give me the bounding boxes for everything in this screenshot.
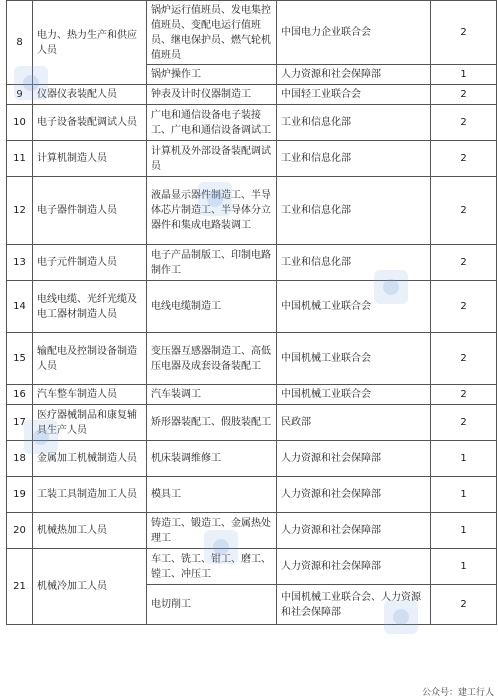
level-cell: 2 — [431, 105, 497, 141]
authority-cell: 人力资源和社会保障部 — [277, 441, 431, 477]
authority-cell: 人力资源和社会保障部 — [277, 65, 431, 85]
category-cell: 医疗器械制品和康复辅具生产人员 — [33, 405, 147, 441]
category-cell: 机械冷加工人员 — [33, 549, 147, 625]
category-cell: 电线电缆、光纤光缆及电工器材制造人员 — [33, 281, 147, 333]
table-row — [7, 385, 497, 405]
authority-cell: 人力资源和社会保障部 — [277, 513, 431, 549]
row-number-cell: 13 — [7, 245, 33, 281]
category-cell: 计算机制造人员 — [33, 141, 147, 177]
level-cell: 1 — [431, 441, 497, 477]
occupation-cell: 车工、铣工、钳工、磨工、镗工、冲压工 — [147, 549, 277, 585]
table-row — [7, 141, 497, 177]
occupation-cell: 汽车装调工 — [147, 385, 277, 405]
table-row — [7, 441, 497, 477]
authority-cell: 工业和信息化部 — [277, 105, 431, 141]
authority-cell: 工业和信息化部 — [277, 177, 431, 245]
occupation-cell: 电子产品制版工、印制电路制作工 — [147, 245, 277, 281]
category-cell: 工装工具制造加工人员 — [33, 477, 147, 513]
row-number-cell: 14 — [7, 281, 33, 333]
level-cell: 2 — [431, 385, 497, 405]
category-cell: 电子元件制造人员 — [33, 245, 147, 281]
table-row — [7, 85, 497, 105]
level-cell: 2 — [431, 141, 497, 177]
row-number-cell: 9 — [7, 85, 33, 105]
authority-cell: 中国电力企业联合会 — [277, 1, 431, 65]
level-cell: 2 — [431, 405, 497, 441]
occupation-cell: 电线电缆制造工 — [147, 281, 277, 333]
level-cell: 1 — [431, 513, 497, 549]
level-cell: 2 — [431, 85, 497, 105]
level-cell: 1 — [431, 549, 497, 585]
occupation-table — [6, 0, 497, 625]
category-cell: 机械热加工人员 — [33, 513, 147, 549]
table-row — [7, 1, 497, 65]
authority-cell: 工业和信息化部 — [277, 141, 431, 177]
row-number-cell: 10 — [7, 105, 33, 141]
level-cell: 2 — [431, 177, 497, 245]
table-row — [7, 477, 497, 513]
level-cell: 1 — [431, 65, 497, 85]
table-row — [7, 549, 497, 585]
row-number-cell: 15 — [7, 333, 33, 385]
level-cell: 2 — [431, 585, 497, 625]
occupation-cell: 矫形器装配工、假肢装配工 — [147, 405, 277, 441]
category-cell: 金属加工机械制造人员 — [33, 441, 147, 477]
row-number-cell: 18 — [7, 441, 33, 477]
occupation-cell: 电切削工 — [147, 585, 277, 625]
authority-cell: 中国轻工业联合会 — [277, 85, 431, 105]
occupation-cell: 锅炉操作工 — [147, 65, 277, 85]
table-row — [7, 333, 497, 385]
table-row — [7, 513, 497, 549]
category-cell: 电子器件制造人员 — [33, 177, 147, 245]
row-number-cell: 8 — [7, 1, 33, 85]
authority-cell: 人力资源和社会保障部 — [277, 549, 431, 585]
table-row — [7, 281, 497, 333]
authority-cell: 中国机械工业联合会 — [277, 281, 431, 333]
authority-cell: 中国机械工业联合会 — [277, 385, 431, 405]
category-cell: 汽车整车制造人员 — [33, 385, 147, 405]
row-number-cell: 11 — [7, 141, 33, 177]
category-cell: 输配电及控制设备制造人员 — [33, 333, 147, 385]
authority-cell: 民政部 — [277, 405, 431, 441]
category-cell: 电力、热力生产和供应人员 — [33, 1, 147, 85]
table-row — [7, 405, 497, 441]
occupation-table-body — [7, 1, 497, 625]
occupation-cell: 机床装调维修工 — [147, 441, 277, 477]
occupation-cell: 锅炉运行值班员、发电集控值班员、变配电运行值班员、继电保护员、燃气轮机值班员 — [147, 1, 277, 65]
authority-cell: 工业和信息化部 — [277, 245, 431, 281]
table-row — [7, 177, 497, 245]
occupation-cell: 广电和通信设备电子装接工、广电和通信设备调试工 — [147, 105, 277, 141]
table-row — [7, 105, 497, 141]
level-cell: 1 — [431, 477, 497, 513]
authority-cell: 中国机械工业联合会、人力资源和社会保障部 — [277, 585, 431, 625]
row-number-cell: 20 — [7, 513, 33, 549]
level-cell: 2 — [431, 1, 497, 65]
occupation-cell: 变压器互感器制造工、高低压电器及成套设备装配工 — [147, 333, 277, 385]
level-cell: 2 — [431, 333, 497, 385]
authority-cell: 中国机械工业联合会 — [277, 333, 431, 385]
occupation-cell: 模具工 — [147, 477, 277, 513]
occupation-cell: 计算机及外部设备装配调试员 — [147, 141, 277, 177]
row-number-cell: 19 — [7, 477, 33, 513]
authority-cell: 人力资源和社会保障部 — [277, 477, 431, 513]
account-watermark-text: 公众号：建工行人 — [420, 685, 496, 698]
occupation-cell: 液晶显示器件制造工、半导体芯片制造工、半导体分立器件和集成电路装调工 — [147, 177, 277, 245]
category-cell: 电子设备装配调试人员 — [33, 105, 147, 141]
occupation-cell: 铸造工、锻造工、金属热处理工 — [147, 513, 277, 549]
row-number-cell: 17 — [7, 405, 33, 441]
level-cell: 2 — [431, 245, 497, 281]
row-number-cell: 21 — [7, 549, 33, 625]
row-number-cell: 12 — [7, 177, 33, 245]
occupation-cell: 钟表及计时仪器制造工 — [147, 85, 277, 105]
level-cell: 2 — [431, 281, 497, 333]
table-row — [7, 245, 497, 281]
category-cell: 仪器仪表装配人员 — [33, 85, 147, 105]
row-number-cell: 16 — [7, 385, 33, 405]
